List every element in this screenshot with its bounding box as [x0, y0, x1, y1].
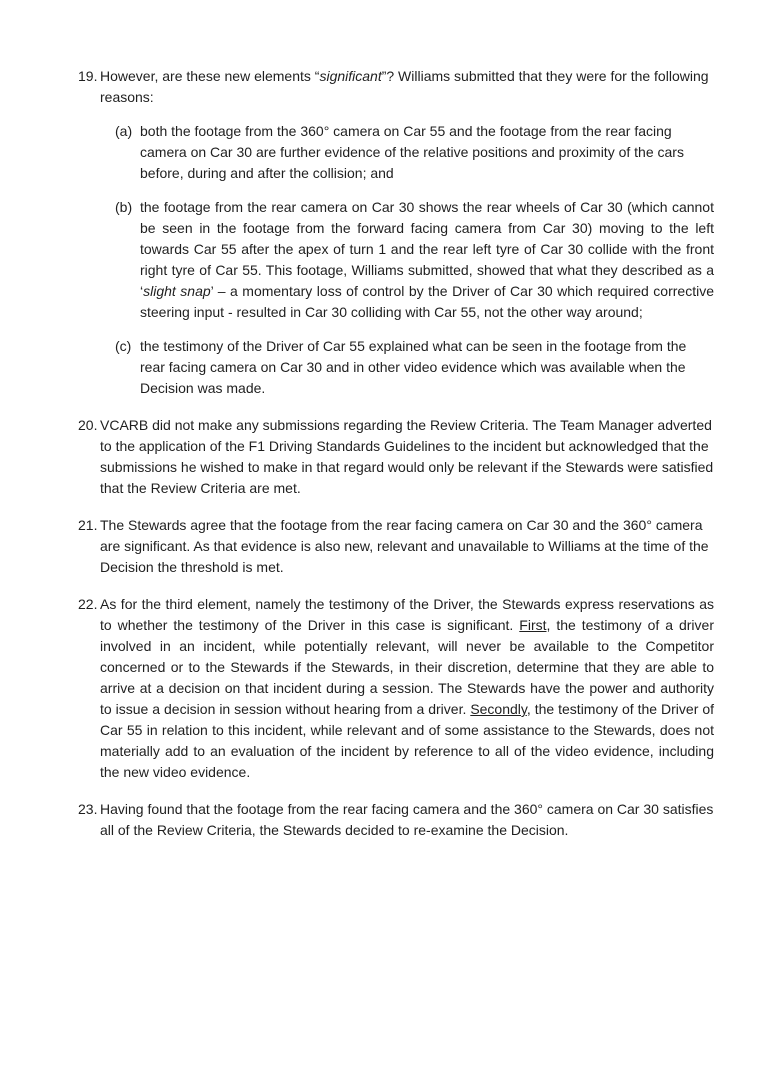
- text-segment: both the footage from the 360° camera on Car 55 and the footage from the rear facing camera on Car 30 are further evidence of the relative positions and proximity of the cars before, during and after the collision; and: [140, 123, 684, 181]
- list-item-a: [78, 121, 714, 184]
- text-segment: the footage from the rear camera on Car 30 shows the rear wheels of Car 30 (which cannot be seen in the footage from the forward facing camera from Car 30) moving to the left towards Car 55 after the apex of turn 1 and the rear left tyre of Car 30 collide with the front right tyre of Car 55. This footage, Williams submitted, showed that what they described as a ‘: [140, 199, 714, 299]
- paragraph-text: [100, 594, 714, 783]
- text-segment: ”? Williams submitted that they were for the following reasons:: [100, 68, 709, 105]
- text-segment: The Stewards agree that the footage from the rear facing camera on Car 30 and the 360° camera are significant. As that evidence is also new, relevant and unavailable to Williams at the time of the Decision the threshold is met.: [100, 517, 709, 575]
- paragraph-19: [78, 66, 714, 108]
- text-segment: As for the third element, namely the testimony of the Driver, the Stewards express reservations as to whether the testimony of the Driver in this case is significant.: [100, 596, 714, 633]
- paragraph-number: 23.: [78, 801, 98, 817]
- paragraph-number: 19.: [78, 68, 98, 84]
- paragraph-text: [100, 515, 714, 578]
- text-segment: Having found that the footage from the rear facing camera and the 360° camera on Car 30 satisfies all of the Review Criteria, the Stewards decided to re-examine the Decision.: [100, 801, 714, 838]
- list-item-text: [140, 121, 714, 184]
- paragraph-23: [78, 799, 714, 841]
- text-segment: significant: [319, 68, 382, 84]
- text-segment: ’ – a momentary loss of control by the Driver of Car 30 which required corrective steering input - resulted in Car 30 colliding with Car 55, not the other way around;: [140, 283, 714, 320]
- list-item-text: [140, 336, 714, 399]
- list-item-c: [78, 336, 714, 399]
- list-item-b: [78, 197, 714, 323]
- paragraph-text: [100, 799, 714, 841]
- text-segment: However, are these new elements “: [100, 68, 320, 84]
- paragraph-text: [100, 66, 714, 108]
- paragraph-number: 21.: [78, 517, 98, 533]
- text-segment: , the testimony of the Driver of Car 55 in relation to this incident, while relevant and of some assistance to the Stewards, does not materially add to an evaluation of the incident by reference to all of the video evidence, including the new video evidence.: [100, 701, 714, 780]
- paragraph-22: [78, 594, 714, 783]
- list-item-text: [140, 197, 714, 323]
- list-item-marker: (c): [115, 338, 132, 354]
- text-segment: the testimony of the Driver of Car 55 explained what can be seen in the footage from the rear facing camera on Car 30 and in other video evidence which was available when the Decision was made.: [140, 338, 687, 396]
- list-item-marker: (a): [115, 123, 133, 139]
- text-segment: slight snap: [143, 283, 211, 299]
- paragraph-number: 22.: [78, 596, 98, 612]
- paragraph-number: 20.: [78, 417, 98, 433]
- list-item-marker: (b): [115, 199, 133, 215]
- paragraph-text: [100, 415, 714, 499]
- text-segment: VCARB did not make any submissions regarding the Review Criteria. The Team Manager adverted to the application of the F1 Driving Standards Guidelines to the incident but acknowledged that the submissions he wished to make in that regard would only be relevant if the Stewards were satisfied that the Review Criteria are met.: [100, 417, 714, 496]
- paragraph-20: [78, 415, 714, 499]
- paragraph-21: [78, 515, 714, 578]
- text-segment: Secondly: [470, 701, 527, 717]
- text-segment: First: [519, 617, 547, 633]
- text-segment: , the testimony of a driver involved in an incident, while potentially relevant, will never be available to the Competitor concerned or to the Stewards if the Stewards, in their discretion, determine that they are able to arrive at a decision on that incident during a session. The Stewards have the power and authority to issue a decision in session without hearing from a driver.: [100, 617, 714, 717]
